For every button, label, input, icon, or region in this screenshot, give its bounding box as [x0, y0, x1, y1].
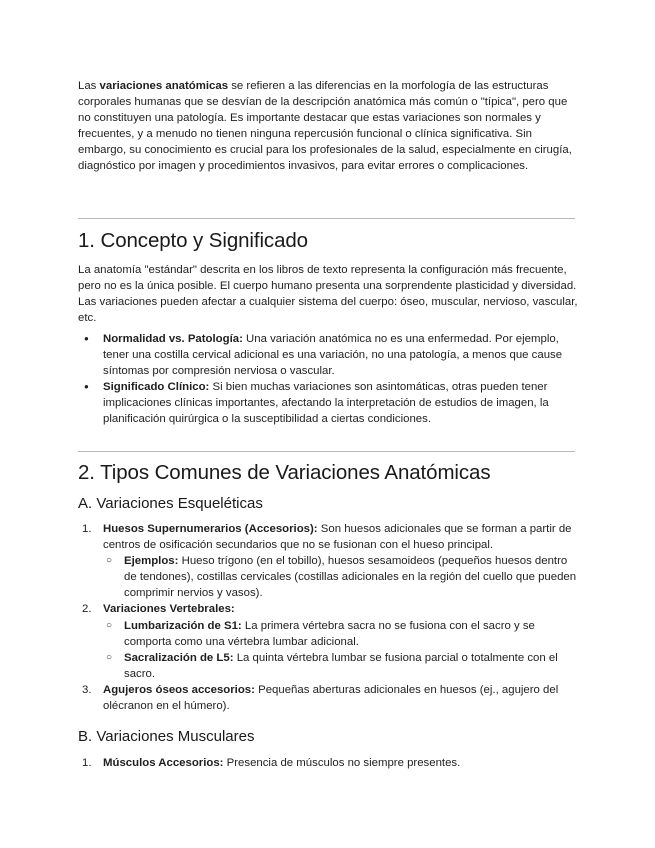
sub-list	[103, 618, 578, 682]
sub-list-item: ○ Lumbarización de S1: La primera vértebra sacra no se fusiona con el sacro y se comporta como una vértebra lumbar adicional.	[103, 618, 578, 650]
intro-bold-term: variaciones anatómicas	[99, 80, 229, 92]
divider	[78, 218, 575, 219]
intro-text: se refieren a las diferencias en la morfología de las estructuras corporales humanas que se desvían de la descripción anatómica más común o "típica", pero que no constituyen una patología. Es importante destacar que estas variaciones son normales y frecuentes, y a menudo no tienen ninguna repercusión funcional o clínica significativa. Sin embargo, su conocimiento es crucial para los profesionales de la salud, especialmente en cirugía, diagnóstico por imagen y procedimientos invasivos, para evitar errores o complicaciones.	[78, 80, 572, 173]
section-1-paragraph: La anatomía "estándar" descrita en los libros de texto representa la configuración más frecuente, pero no es la única posible. El cuerpo humano presenta una sorprendente plasticidad y diversidad. Las variaciones pueden afectar a cualquier sistema del cuerpo: óseo, muscular, nervioso, vascular, etc.	[78, 264, 578, 325]
subsection-b-list	[78, 755, 578, 771]
list-item: 3. Agujeros óseos accesorios: Pequeñas aberturas adicionales en huesos (ej., agujero del olécranon en el húmero).	[82, 683, 559, 713]
list-item: ● Normalidad vs. Patología: Una variación anatómica no es una enfermedad. Por ejemplo, tener una costilla cervical adicional es una variación, no una patología, a menos que cause síntomas por compresión nerviosa o vascular.	[78, 331, 578, 379]
sub-list-item: ○ Ejemplos: Hueso trígono (en el tobillo), huesos sesamoideos (pequeños huesos dentro de tendones), costillas cervicales (costillas adicionales en la región del cuello que pueden comprimir nervios y vasos).	[103, 553, 578, 601]
subsection-a-list	[78, 521, 578, 714]
subsection-b-heading: B. Variaciones Musculares	[78, 728, 255, 745]
sub-list-item: ○ Sacralización de L5: La quinta vértebra lumbar se fusiona parcial o totalmente con el sacro.	[103, 650, 578, 682]
divider	[78, 451, 575, 452]
intro-pre: Las	[78, 80, 100, 92]
list-item: 1. Huesos Supernumerarios (Accesorios): Son huesos adicionales que se forman a partir de centros de osificación secundarios que no se fusionan con el hueso principal. ○ Ejemplos: Hueso trígono (en el tobillo), huesos sesamoideos (pequeños huesos dentro de tendones), costillas cervicales (costillas adicionales en la región del cuello que pueden comprimir nervios y vasos).	[78, 521, 578, 601]
list-item: 2. Variaciones Vertebrales: ○ Lumbarización de S1: La primera vértebra sacra no se fusiona con el sacro y se comporta como una vértebra lumbar adicional. ○ Sacralización de L5: La quinta vértebra lumbar se fusiona parcial o totalmente con el sacro.	[78, 601, 578, 681]
section-2-heading: 2. Tipos Comunes de Variaciones Anatómicas	[78, 461, 491, 484]
section-1-heading: 1. Concepto y Significado	[78, 229, 308, 252]
list-item: 1. Músculos Accesorios: Presencia de músculos no siempre presentes.	[82, 757, 461, 769]
subsection-a-heading: A. Variaciones Esqueléticas	[78, 495, 263, 512]
list-item: ● Significado Clínico: Si bien muchas variaciones son asintomáticas, otras pueden tener implicaciones clínicas importantes, afectando la interpretación de estudios de imagen, la planificación quirúrgica o la susceptibilidad a ciertas condiciones.	[78, 379, 578, 427]
section-1-bullet-list	[78, 331, 578, 428]
sub-list	[103, 553, 578, 601]
intro-paragraph	[78, 78, 583, 175]
